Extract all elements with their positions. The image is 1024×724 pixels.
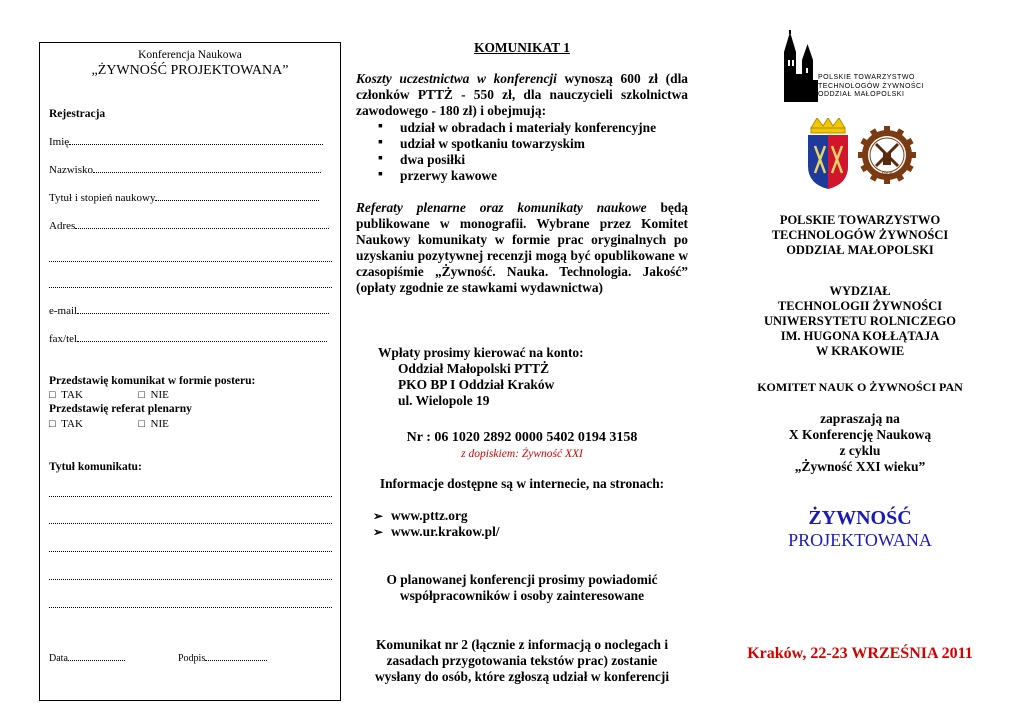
papers-paragraph: Referaty plenarne oraz komunikaty naukowe będą publikowane w monografii. Wybrane przez Komitet Naukowy komunikaty w formie prac oryginalnych po uzyskaniu pozytywnej recenzji mogą być opublikowane w czasopiśmie „Żywność. Nauka. Technologia. Jakość” (opłaty zgodnie ze stawkami wydawnictwa) [356, 200, 688, 296]
emblem-year: 1890 [881, 172, 893, 178]
link-pttz[interactable]: ➢ www.pttz.org [373, 508, 673, 524]
fees-paragraph: Koszty uczestnictwa w konferencji wynoszą 600 zł (dla członków PTTŻ - 550 zł, dla nauczycieli szkolnictwa zawodowego - 180 zł) i obejmują: [356, 71, 688, 119]
org-faculty: WYDZIAŁ TECHNOLOGII ŻYWNOŚCI UNIWERSYTETU ROLNICZEGO IM. HUGONA KOŁŁĄTAJA W KRAKOWIE [763, 284, 957, 358]
bank-account: Nr : 06 1020 2892 0000 5402 0194 3158 [406, 430, 638, 445]
registration-heading: Rejestracja [49, 108, 106, 120]
checkbox-plenary-yes[interactable]: □ [49, 418, 56, 430]
title-label: Tytuł komunikatu: [49, 461, 142, 473]
notify-text: O planowanej konferencji prosimy powiadomić współpracowników i osoby zainteresowane [386, 572, 658, 604]
poster-question: Przedstawię komunikat w formie posteru: [49, 375, 256, 387]
church-logo-icon [780, 30, 820, 102]
conference-label: Konferencja Naukowa [138, 49, 242, 61]
invitation-text: zapraszają na X Konferencję Naukową z cyklu „Żywność XXI wieku” [788, 411, 932, 474]
pttz-logo-text: POLSKIE TOWARZYSTWO TECHNOLOGÓW ŻYWNOŚCI ODDZIAŁ MAŁOPOLSKI [818, 74, 925, 98]
title-line-5[interactable] [49, 607, 332, 608]
field-first-name[interactable]: Imię [49, 136, 332, 148]
checkbox-poster-no[interactable]: □ [138, 389, 146, 401]
link-ur-krakow[interactable]: ➢ www.ur.krakow.pl/ [373, 524, 673, 540]
field-academic-title[interactable]: Tytuł i stopień naukowy [49, 192, 332, 204]
fee-items-list [356, 120, 688, 184]
links-list [373, 508, 673, 540]
payment-block: Wpłaty prosimy kierować na konto: Oddział Małopolski PTTŻ PKO BP I Oddział Kraków ul. Wielopole 19 [378, 345, 584, 409]
title-line-4[interactable] [49, 579, 332, 580]
field-last-name[interactable]: Nazwisko [49, 164, 332, 176]
org-pttz: POLSKIE TOWARZYSTWO TECHNOLOGÓW ŻYWNOŚCI ODDZIAŁ MAŁOPOLSKI [771, 213, 949, 257]
title-line-3[interactable] [49, 551, 332, 552]
org-pan: KOMITET NAUK O ŻYWNOŚCI PAN [757, 380, 963, 394]
list-item: ▪ dwa posiłki [356, 152, 688, 168]
poster-options: □ TAK □ NIE [49, 389, 169, 401]
checkbox-poster-yes[interactable]: □ [49, 389, 56, 401]
list-item: ▪ udział w spotkaniu towarzyskim [356, 136, 688, 152]
account-note: z dopiskiem: Żywność XXI [461, 448, 583, 460]
field-email[interactable]: e-mail [49, 305, 332, 317]
field-signature[interactable]: Podpis [178, 653, 267, 664]
list-item: ▪ udział w obradach i materiały konferencyjne [356, 120, 688, 136]
title-line-1[interactable] [49, 496, 332, 497]
plenary-options: □ TAK □ NIE [49, 418, 169, 430]
komunikat-heading: KOMUNIKAT 1 [474, 40, 570, 55]
title-line-2[interactable] [49, 523, 332, 524]
info-heading: Informacje dostępne są w internecie, na stronach: [379, 476, 665, 491]
checkbox-plenary-no[interactable]: □ [138, 418, 146, 430]
registration-form [39, 42, 341, 701]
big-title-line2: PROJEKTOWANA [788, 530, 932, 550]
address-line-3[interactable] [49, 287, 332, 288]
big-title-line1: ŻYWNOŚĆ [808, 507, 912, 529]
date-place: Kraków, 22-23 WRZEŚNIA 2011 [747, 645, 973, 662]
address-line-2[interactable] [49, 261, 332, 262]
komunikat2-text: Komunikat nr 2 (łącznie z informacją o noclegach i zasadach przygotowania tekstów prac) zostanie wysłany do osób, które zgłoszą udział w konferencji [374, 637, 670, 685]
university-crest-icon [805, 118, 851, 190]
field-date[interactable]: Data [49, 653, 125, 664]
cog-emblem-icon [858, 126, 916, 184]
list-item: ▪ przerwy kawowe [356, 168, 688, 184]
plenary-question: Przedstawię referat plenarny [49, 403, 192, 415]
field-fax-tel[interactable]: fax/tel [49, 333, 332, 345]
conference-title: „ŻYWNOŚĆ PROJEKTOWANA” [91, 63, 289, 78]
field-address[interactable]: Adres [49, 220, 332, 232]
